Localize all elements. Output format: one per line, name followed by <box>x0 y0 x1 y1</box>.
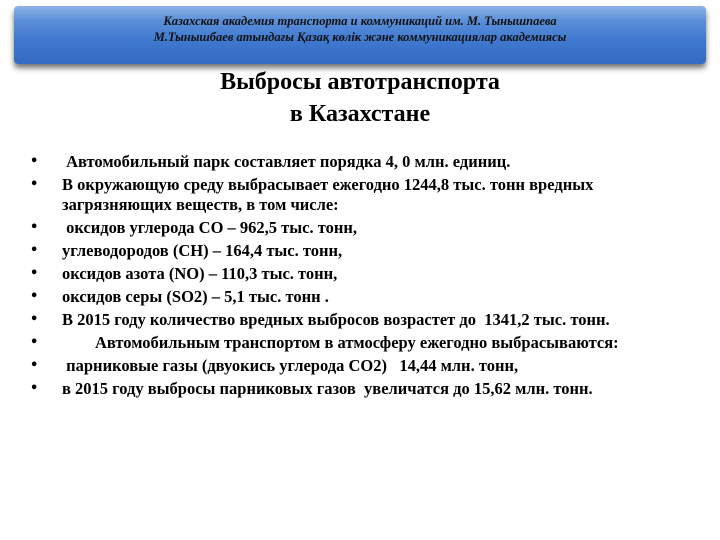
bullet-dot-icon: • <box>30 334 39 350</box>
bullet-dot-icon: • <box>30 177 39 192</box>
bullet-dot-icon: • <box>30 242 39 258</box>
bullet-text: В 2015 году количество вредных выбросов возрастет до 1341,2 тыс. тонн. <box>62 309 610 329</box>
bullet-text: оксидов азота (NO) – 110,3 тыс. тонн, <box>62 263 338 283</box>
bullet-dot-icon: • <box>30 154 39 169</box>
bullet-text: В окружающую среду выбрасывает ежегодно 1244,8 тыс. тонн вредных загрязняющих веществ, в том числе: <box>62 175 598 214</box>
bullet-dot-icon: • <box>30 219 39 235</box>
bullet-item <box>30 264 700 284</box>
bullet-text: оксидов углерода СО – 962,5 тыс. тонн, <box>62 217 358 237</box>
bullet-item <box>30 356 700 376</box>
bullet-item <box>30 379 700 399</box>
bullet-text: углеводородов (СН) – 164,4 тыс. тонн, <box>62 240 343 260</box>
bullet-text: Автомобильный парк составляет порядка 4, 0 млн. единиц. <box>62 152 511 171</box>
bullet-text: Автомобильным транспортом в атмосферу ежегодно выбрасываются: <box>62 332 619 352</box>
bullet-dot-icon: • <box>30 311 39 327</box>
bullet-text: в 2015 году выбросы парниковых газов увеличатся до 15,62 млн. тонн. <box>62 378 593 398</box>
bullet-text: парниковые газы (двуокись углерода СО2) 14,44 млн. тонн, <box>62 355 519 375</box>
bullet-item <box>30 218 700 238</box>
header-banner <box>14 6 706 64</box>
slide-title <box>0 66 720 130</box>
bullet-item <box>30 333 700 353</box>
bullet-item <box>30 152 700 172</box>
slide-title-line-1: Выбросы автотранспорта <box>220 69 500 95</box>
bullet-text: оксидов серы (SO2) – 5,1 тыс. тонн . <box>62 286 329 306</box>
bullet-item <box>30 241 700 261</box>
bullet-dot-icon: • <box>30 288 39 304</box>
academy-name-kazakh: М.Тынышбаев атындағы Қазақ көлік және коммуникациялар академиясы <box>153 30 567 44</box>
bullet-list <box>30 152 700 402</box>
bullet-item <box>30 310 700 330</box>
slide-title-line-2: в Казахстане <box>289 101 431 127</box>
bullet-item <box>30 175 700 214</box>
bullet-item <box>30 287 700 307</box>
academy-name-russian: Казахская академия транспорта и коммуникаций им. М. Тынышпаева <box>163 14 557 28</box>
bullet-dot-icon: • <box>30 357 39 373</box>
bullet-dot-icon: • <box>30 380 39 396</box>
bullet-dot-icon: • <box>30 265 39 281</box>
